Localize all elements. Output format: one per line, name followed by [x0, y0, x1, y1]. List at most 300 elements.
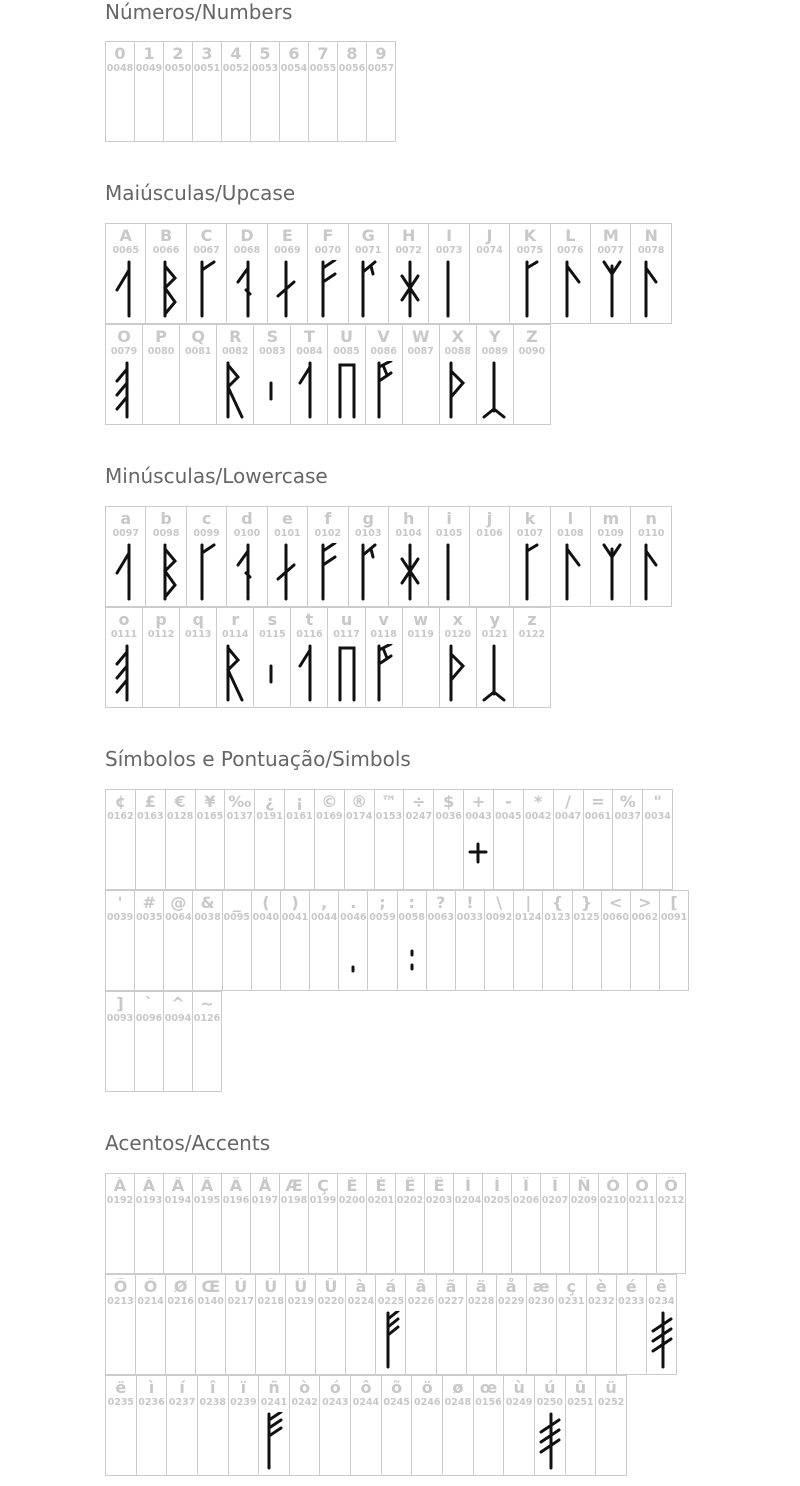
glyph-cell	[251, 1174, 280, 1273]
character-label: H	[401, 227, 416, 245]
character-code: 0037	[614, 811, 641, 822]
glyph-cell	[573, 891, 602, 990]
character-code: 0042	[525, 811, 552, 822]
character-code: 0199	[309, 1195, 337, 1206]
character-code: 0104	[395, 528, 422, 539]
character-label: h	[402, 510, 415, 528]
glyph-row	[105, 223, 672, 324]
character-code: 0046	[340, 912, 367, 923]
character-code: 0225	[377, 1296, 405, 1307]
character-label: Ö	[143, 1278, 158, 1296]
character-label: å	[505, 1278, 517, 1296]
glyph-cell	[227, 507, 267, 606]
character-code: 0234	[648, 1296, 675, 1307]
character-label: B	[160, 227, 173, 245]
character-label: á	[385, 1278, 397, 1296]
character-code: 0058	[398, 912, 425, 923]
character-label: $	[443, 793, 455, 811]
glyph-cell	[193, 992, 222, 1091]
glyph-cell	[535, 1376, 566, 1475]
character-label: à	[355, 1278, 367, 1296]
character-label: Œ	[201, 1278, 220, 1296]
glyph-cell	[280, 42, 309, 141]
rune-glyph-icon	[551, 260, 590, 323]
character-label: û	[574, 1379, 587, 1397]
character-label: b	[160, 510, 172, 528]
character-label: Y	[489, 328, 501, 346]
character-code: 0239	[230, 1397, 257, 1408]
glyph-cell	[346, 1275, 376, 1374]
rune-glyph-icon	[631, 543, 670, 606]
character-label: <	[609, 894, 623, 912]
rune-glyph-icon	[217, 644, 253, 707]
character-label: D	[240, 227, 254, 245]
rune-glyph-icon	[631, 260, 670, 323]
character-label: õ	[391, 1379, 403, 1397]
rune-glyph-icon	[477, 644, 513, 707]
character-code: 0083	[259, 346, 286, 357]
character-label: ü	[605, 1379, 617, 1397]
glyph-cell	[647, 1275, 677, 1374]
character-label: n	[645, 510, 657, 528]
character-label: f	[324, 510, 332, 528]
section-title: Símbolos e Pontuação/Simbols	[105, 747, 411, 771]
glyph-cell	[290, 1376, 321, 1475]
character-label: \	[496, 894, 503, 912]
character-code: 0228	[467, 1296, 495, 1307]
character-label: Â	[171, 1177, 185, 1195]
character-label: ø	[452, 1379, 464, 1397]
character-code: 0088	[444, 346, 471, 357]
character-code: 0252	[597, 1397, 625, 1408]
glyph-cell	[631, 507, 671, 606]
character-label: Ë	[433, 1177, 445, 1195]
character-code: 0205	[483, 1195, 511, 1206]
glyph-cell	[146, 224, 186, 323]
character-code: 0165	[196, 811, 224, 822]
character-label: K	[523, 227, 537, 245]
character-code: 0066	[152, 245, 180, 256]
glyph-cell	[437, 1275, 467, 1374]
character-code: 0100	[233, 528, 261, 539]
glyph-cell	[320, 1376, 351, 1475]
character-code: 0064	[165, 912, 192, 923]
character-label: ¡	[295, 793, 304, 811]
glyph-cell	[166, 790, 196, 889]
character-code: 0197	[251, 1195, 279, 1206]
character-code: 0224	[347, 1296, 375, 1307]
character-code: 0153	[375, 811, 403, 822]
rune-glyph-icon	[647, 1311, 676, 1374]
character-code: 0060	[602, 912, 629, 923]
character-code: 0068	[233, 245, 261, 256]
glyph-cell	[367, 42, 396, 141]
character-code: 0089	[481, 346, 509, 357]
character-code: 0204	[454, 1195, 482, 1206]
character-label: %	[619, 793, 636, 811]
character-code: 0065	[112, 245, 139, 256]
character-code: 0117	[333, 629, 360, 640]
glyph-cell	[338, 42, 367, 141]
character-label: À	[113, 1177, 127, 1195]
glyph-cell	[474, 1376, 505, 1475]
character-label: ï	[240, 1379, 247, 1397]
character-code: 0056	[338, 63, 366, 74]
rune-glyph-icon	[376, 1311, 405, 1374]
rune-glyph-icon	[389, 260, 428, 323]
character-label: Ã	[200, 1177, 214, 1195]
glyph-cell	[566, 1376, 597, 1475]
glyph-cell	[543, 891, 572, 990]
character-code: 0082	[222, 346, 249, 357]
glyph-cell	[225, 790, 255, 889]
character-code: 0214	[137, 1296, 164, 1307]
character-label: ;	[379, 894, 386, 912]
glyph-cell	[254, 325, 291, 424]
character-code: 0237	[168, 1397, 196, 1408]
rune-glyph-icon	[187, 543, 226, 606]
glyph-cell	[136, 1275, 166, 1374]
glyph-cell	[217, 608, 254, 707]
rune-glyph-icon	[227, 260, 266, 323]
character-code: 0035	[136, 912, 163, 923]
glyph-cell	[591, 224, 631, 323]
section-title: Números/Numbers	[105, 0, 293, 24]
glyph-cell	[193, 42, 222, 141]
character-code: 0119	[407, 629, 434, 640]
glyph-cell	[551, 507, 591, 606]
glyph-cell	[187, 507, 227, 606]
glyph-cell	[504, 1376, 535, 1475]
glyph-cell	[281, 891, 310, 990]
character-label: U	[340, 328, 353, 346]
character-label: |	[525, 894, 532, 912]
glyph-cell	[454, 1174, 483, 1273]
rune-glyph-icon	[398, 927, 426, 990]
character-label: 8	[346, 45, 358, 63]
character-label: "	[653, 793, 662, 811]
character-label: Ú	[264, 1278, 278, 1296]
character-code: 0125	[573, 912, 600, 923]
glyph-cell	[106, 1275, 136, 1374]
rune-glyph-icon	[291, 361, 327, 424]
character-label: j	[486, 510, 493, 528]
character-label: ¿	[265, 793, 275, 811]
character-code: 0054	[280, 63, 308, 74]
glyph-cell	[229, 1376, 260, 1475]
glyph-cell	[106, 608, 143, 707]
character-code: 0091	[660, 912, 688, 923]
glyph-cell	[106, 1174, 135, 1273]
character-label: L	[565, 227, 576, 245]
glyph-cell	[310, 891, 339, 990]
glyph-cell	[349, 507, 389, 606]
rune-glyph-icon	[106, 361, 142, 424]
rune-glyph-icon	[477, 361, 513, 424]
glyph-cell	[631, 224, 671, 323]
character-label: ú	[544, 1379, 556, 1397]
character-label: ö	[421, 1379, 433, 1397]
glyph-row	[105, 1274, 677, 1375]
glyph-cell	[222, 42, 251, 141]
character-code: 0242	[291, 1397, 318, 1408]
glyph-cell	[164, 992, 193, 1091]
glyph-cell	[404, 790, 434, 889]
character-code: 0124	[515, 912, 542, 923]
character-code: 0099	[193, 528, 220, 539]
character-label: œ	[479, 1379, 498, 1397]
character-code: 0039	[106, 912, 134, 923]
character-code: 0194	[164, 1195, 192, 1206]
character-code: 0055	[309, 63, 337, 74]
character-code: 0062	[631, 912, 659, 923]
glyph-cell	[527, 1275, 557, 1374]
character-code: 0163	[137, 811, 164, 822]
character-label: a	[120, 510, 132, 528]
character-code: 0200	[338, 1195, 366, 1206]
glyph-cell	[143, 325, 180, 424]
character-code: 0047	[554, 811, 582, 822]
character-code: 0070	[314, 245, 342, 256]
glyph-cell	[196, 1275, 226, 1374]
glyph-cell	[286, 1275, 316, 1374]
character-code: 0247	[405, 811, 433, 822]
character-code: 0050	[164, 63, 192, 74]
character-label: ,	[321, 894, 328, 912]
character-label: x	[452, 611, 463, 629]
character-label: ç	[566, 1278, 576, 1296]
glyph-cell	[308, 224, 348, 323]
glyph-row	[105, 324, 551, 425]
character-label: ù	[513, 1379, 525, 1397]
rune-glyph-icon	[254, 361, 290, 424]
glyph-cell	[308, 507, 348, 606]
glyph-cell	[135, 992, 164, 1091]
character-label: F	[322, 227, 334, 245]
character-code: 0074	[476, 245, 503, 256]
character-label: N	[644, 227, 658, 245]
rune-glyph-icon	[510, 543, 549, 606]
rune-glyph-icon	[106, 260, 145, 323]
character-label: Ô	[664, 1177, 678, 1195]
glyph-cell	[429, 507, 469, 606]
character-label: ¢	[114, 793, 126, 811]
character-code: 0086	[370, 346, 397, 357]
glyph-cell	[497, 1275, 527, 1374]
character-code: 0106	[476, 528, 503, 539]
glyph-cell	[510, 507, 550, 606]
glyph-cell	[631, 891, 660, 990]
glyph-cell	[106, 325, 143, 424]
glyph-row	[105, 607, 551, 708]
rune-glyph-icon	[308, 260, 347, 323]
character-label: g	[362, 510, 374, 528]
character-code: 0077	[597, 245, 624, 256]
rune-glyph-icon	[349, 260, 388, 323]
character-code: 0229	[497, 1296, 525, 1307]
character-code: 0202	[396, 1195, 424, 1206]
character-code: 0251	[567, 1397, 594, 1408]
glyph-cell	[389, 224, 429, 323]
character-code: 0198	[280, 1195, 308, 1206]
character-label: V	[377, 328, 390, 346]
glyph-cell	[254, 608, 291, 707]
glyph-cell	[222, 1174, 251, 1273]
character-code: 0241	[260, 1397, 288, 1408]
character-label: *	[534, 793, 543, 811]
glyph-cell	[514, 325, 551, 424]
character-code: 0084	[296, 346, 323, 357]
glyph-cell	[599, 1174, 628, 1273]
glyph-cell	[412, 1376, 443, 1475]
character-label: 5	[259, 45, 271, 63]
character-label: 7	[317, 45, 329, 63]
glyph-cell	[485, 891, 514, 990]
character-code: 0043	[465, 811, 492, 822]
character-label: (	[262, 894, 270, 912]
character-code: 0216	[167, 1296, 194, 1307]
character-code: 0071	[355, 245, 382, 256]
character-label: Ñ	[577, 1177, 591, 1195]
character-code: 0211	[628, 1195, 656, 1206]
rune-glyph-icon	[591, 543, 630, 606]
glyph-row	[105, 41, 396, 142]
glyph-cell	[483, 1174, 512, 1273]
glyph-cell	[494, 790, 524, 889]
glyph-cell	[591, 507, 631, 606]
character-label: 2	[172, 45, 184, 63]
character-code: 0137	[226, 811, 254, 822]
rune-glyph-icon	[268, 260, 307, 323]
character-label: m	[602, 510, 620, 528]
rune-glyph-icon	[146, 260, 185, 323]
character-code: 0105	[435, 528, 463, 539]
character-code: 0218	[257, 1296, 284, 1307]
character-label: É	[375, 1177, 387, 1195]
character-code: 0115	[259, 629, 286, 640]
character-label: ^	[171, 995, 185, 1013]
character-code: 0123	[544, 912, 571, 923]
glyph-cell	[106, 224, 146, 323]
character-label: I	[446, 227, 453, 245]
section-title: Maiúsculas/Upcase	[105, 181, 296, 205]
character-label: E	[281, 227, 293, 245]
character-code: 0169	[316, 811, 343, 822]
character-code: 0203	[425, 1195, 453, 1206]
glyph-cell	[217, 325, 254, 424]
glyph-cell	[338, 1174, 367, 1273]
character-code: 0102	[314, 528, 342, 539]
glyph-cell	[227, 224, 267, 323]
character-code: 0195	[193, 1195, 221, 1206]
glyph-cell	[510, 224, 550, 323]
character-label: [	[670, 894, 678, 912]
character-code: 0057	[367, 63, 395, 74]
glyph-cell	[389, 507, 429, 606]
character-code: 0080	[147, 346, 175, 357]
character-label: ?	[436, 894, 446, 912]
character-code: 0206	[512, 1195, 540, 1206]
character-code: 0126	[193, 1013, 221, 1024]
character-code: 0040	[252, 912, 280, 923]
glyph-row	[105, 991, 222, 1092]
glyph-cell	[164, 891, 193, 990]
rune-glyph-icon	[187, 260, 226, 323]
character-label: Á	[142, 1177, 156, 1195]
character-code: 0061	[584, 811, 612, 822]
character-code: 0094	[164, 1013, 192, 1024]
rune-glyph-icon	[106, 543, 145, 606]
character-label: O	[117, 328, 131, 346]
character-code: 0235	[107, 1397, 135, 1408]
character-code: 0232	[588, 1296, 615, 1307]
character-label: w	[413, 611, 429, 629]
rune-glyph-icon	[268, 543, 307, 606]
character-code: 0217	[227, 1296, 254, 1307]
glyph-cell	[291, 608, 328, 707]
character-label: è	[595, 1278, 607, 1296]
glyph-row	[105, 1173, 686, 1274]
character-label: ñ	[268, 1379, 280, 1397]
character-label: v	[378, 611, 389, 629]
character-label: i	[446, 510, 452, 528]
character-label: ™	[381, 793, 398, 811]
glyph-cell	[291, 325, 328, 424]
character-code: 0161	[286, 811, 313, 822]
glyph-cell	[135, 42, 164, 141]
character-code: 0213	[107, 1296, 134, 1307]
character-label: ]	[116, 995, 124, 1013]
character-label: 3	[201, 45, 213, 63]
glyph-cell	[427, 891, 456, 990]
glyph-cell	[602, 891, 631, 990]
character-label: l	[567, 510, 574, 528]
glyph-row	[105, 890, 689, 991]
character-label: Î	[523, 1177, 529, 1195]
glyph-cell	[187, 224, 227, 323]
glyph-cell	[440, 608, 477, 707]
glyph-cell	[434, 790, 464, 889]
character-label: y	[489, 611, 501, 629]
character-code: 0250	[536, 1397, 564, 1408]
glyph-cell	[456, 891, 485, 990]
glyph-cell	[339, 891, 368, 990]
character-label: €	[174, 793, 186, 811]
glyph-cell	[166, 1275, 196, 1374]
character-code: 0196	[222, 1195, 250, 1206]
rune-glyph-icon	[389, 543, 428, 606]
character-label: £	[144, 793, 156, 811]
glyph-cell	[146, 507, 186, 606]
glyph-cell	[464, 790, 494, 889]
glyph-cell	[477, 608, 514, 707]
character-label: 4	[230, 45, 242, 63]
character-code: 0230	[527, 1296, 555, 1307]
character-label: Ó	[635, 1177, 649, 1195]
character-code: 0072	[395, 245, 422, 256]
rune-glyph-icon	[328, 644, 364, 707]
rune-glyph-icon	[510, 260, 549, 323]
character-code: 0231	[558, 1296, 585, 1307]
character-code: 0033	[456, 912, 484, 923]
character-label: d	[241, 510, 253, 528]
character-code: 0052	[222, 63, 250, 74]
character-label: ‰	[228, 793, 252, 811]
character-label: Û	[294, 1278, 308, 1296]
character-code: 0249	[505, 1397, 533, 1408]
character-label: Ò	[606, 1177, 620, 1195]
character-code: 0113	[184, 629, 212, 640]
